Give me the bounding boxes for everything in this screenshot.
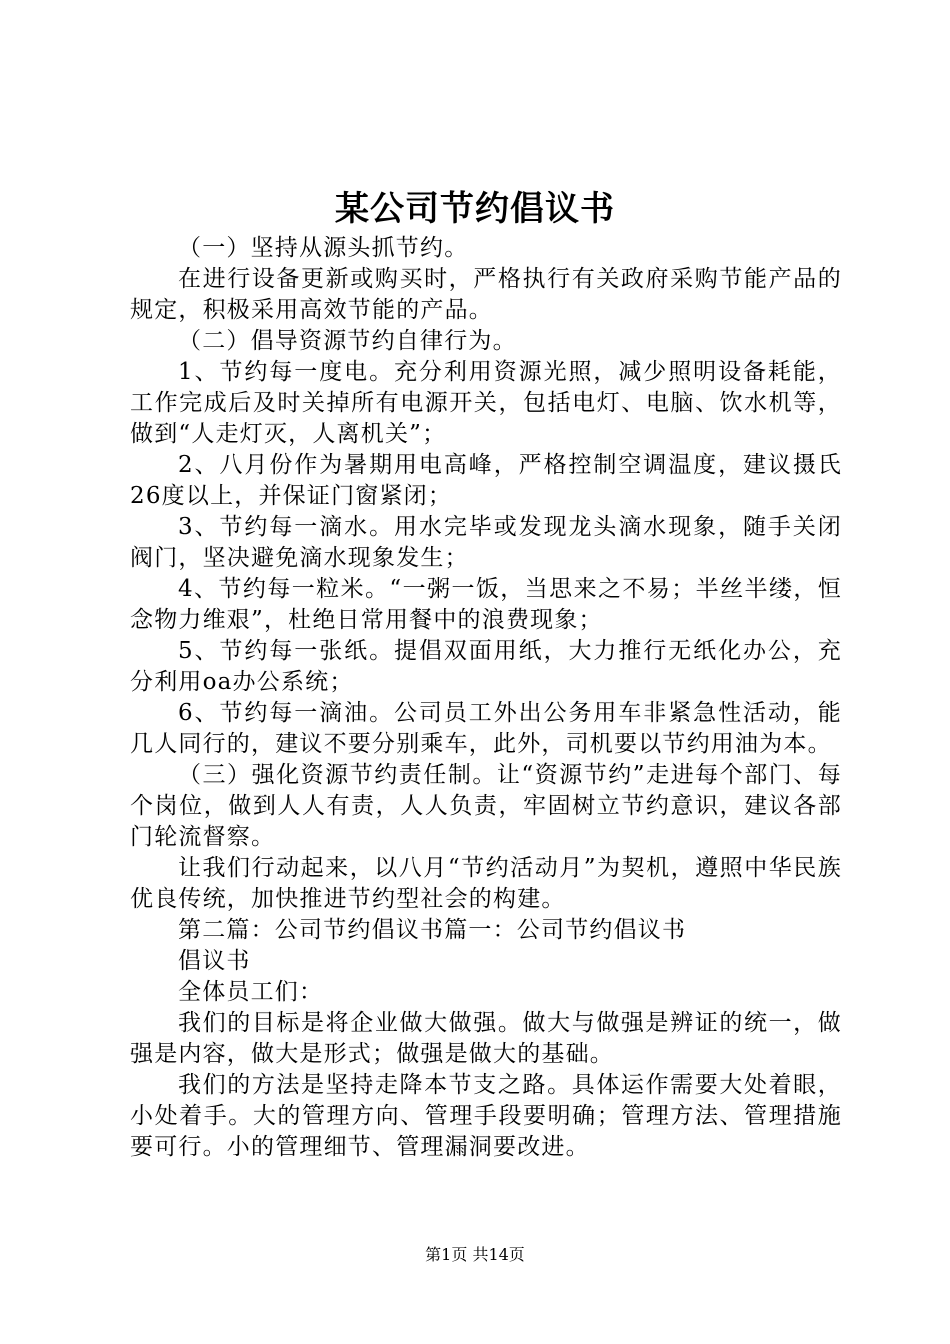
paragraph-3: （二）倡导资源节约自律行为。 xyxy=(178,328,517,354)
paragraph-12: 第二篇：公司节约倡议书篇一：公司节约倡议书 xyxy=(178,917,687,943)
paragraph-15: 我们的目标是将企业做大做强。做大与做强是辨证的统一，做强是内容，做大是形式；做强是做大的基础。 xyxy=(130,1010,842,1067)
paragraph-11: 让我们行动起来，以八月“节约活动月”为契机，遵照中华民族优良传统，加快推进节约型社会的构建。 xyxy=(130,855,842,912)
paragraph-13: 倡议书 xyxy=(178,948,251,974)
paragraph-16: 我们的方法是坚持走降本节支之路。具体运作需要大处着眼，小处着手。大的管理方向、管理手段要明确；管理方法、管理措施要可行。小的管理细节、管理漏洞要改进。 xyxy=(130,1072,842,1160)
paragraph-10: （三）强化资源节约责任制。让“资源节约”走进每个部门、每个岗位，做到人人有责，人人负责，牢固树立节约意识，建议各部门轮流督察。 xyxy=(130,762,842,850)
paragraph-8: 5、节约每一张纸。提倡双面用纸，大力推行无纸化办公，充分利用oa办公系统； xyxy=(130,638,842,695)
paragraph-2: 在进行设备更新或购买时，严格执行有关政府采购节能产品的规定，积极采用高效节能的产品。 xyxy=(130,266,842,323)
paragraph-9: 6、节约每一滴油。公司员工外出公务用车非紧急性活动，能几人同行的，建议不要分别乘车，此外，司机要以节约用油为本。 xyxy=(130,700,842,757)
paragraph-1: （一）坚持从源头抓节约。 xyxy=(178,235,469,261)
paragraph-5: 2、八月份作为暑期用电高峰，严格控制空调温度，建议摄氏26度以上，并保证门窗紧闭； xyxy=(130,452,842,509)
paragraph-14: 全体员工们： xyxy=(178,979,324,1005)
paragraph-7: 4、节约每一粒米。“一粥一饭，当思来之不易；半丝半缕，恒念物力维艰”，杜绝日常用餐中的浪费现象； xyxy=(130,576,842,633)
paragraph-6: 3、节约每一滴水。用水完毕或发现龙头滴水现象，随手关闭阀门，坚决避免滴水现象发生； xyxy=(130,514,842,571)
page-footer: 第1页 共14页 xyxy=(425,1245,525,1264)
document-body xyxy=(130,233,842,1163)
paragraph-4: 1、节约每一度电。充分利用资源光照，减少照明设备耗能，工作完成后及时关掉所有电源开关，包括电灯、电脑、饮水机等，做到“人走灯灭，人离机关”； xyxy=(130,359,842,447)
page-title: 某公司节约倡议书 xyxy=(335,189,615,229)
